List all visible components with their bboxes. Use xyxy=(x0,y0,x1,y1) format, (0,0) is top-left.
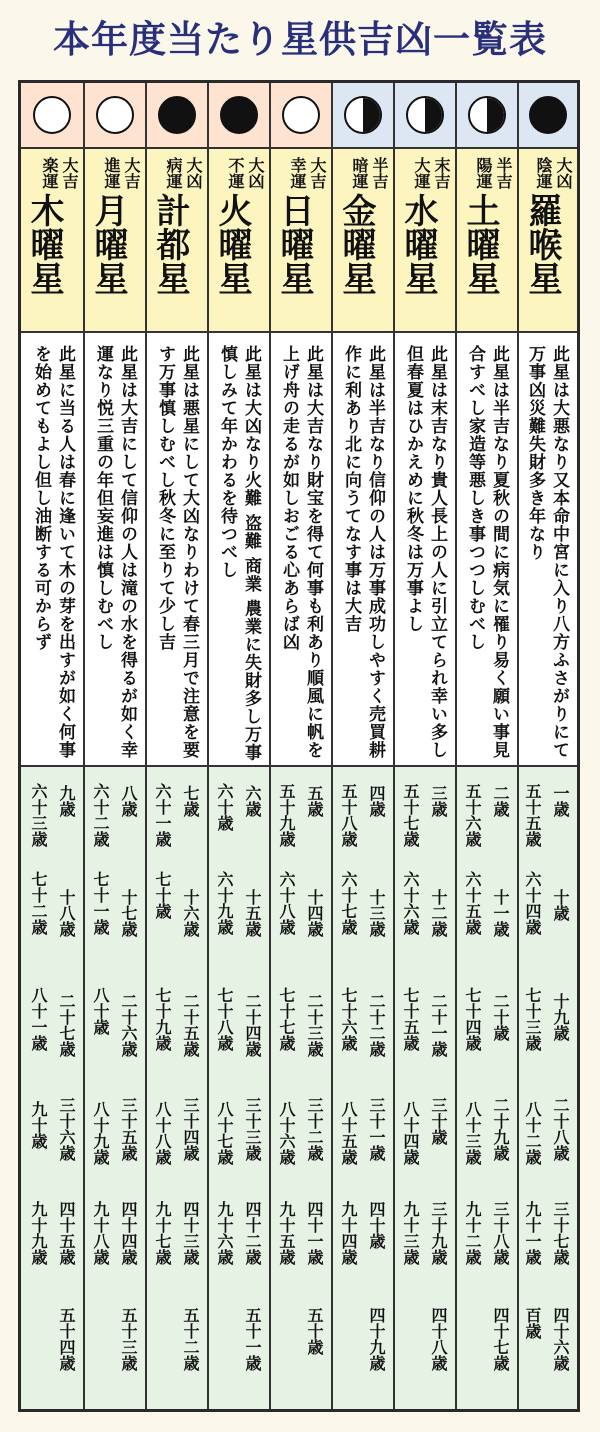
description-cell xyxy=(147,333,207,767)
age-label: 二十六歳 xyxy=(119,993,138,1057)
age-label: 九十二歳 xyxy=(463,1201,482,1265)
effect-label: 病運 xyxy=(164,157,183,189)
age-label: 三十八歳 xyxy=(491,1201,510,1265)
age-label: 十九歳 xyxy=(551,993,570,1041)
effect-label: 楽運 xyxy=(40,157,59,189)
age-label: 八歳 xyxy=(119,785,138,817)
age-label: 百歳 xyxy=(523,1307,542,1339)
age-label: 九十九歳 xyxy=(29,1201,48,1265)
star-column-doyo xyxy=(455,83,517,1409)
description-cell xyxy=(395,333,455,767)
moon-empty-icon xyxy=(33,96,71,134)
age-label: 八十八歳 xyxy=(153,1101,172,1165)
age-label: 三十二歳 xyxy=(305,1097,324,1161)
age-label: 三十五歳 xyxy=(119,1097,138,1161)
moon-cell xyxy=(209,83,269,149)
moon-full-icon xyxy=(529,96,567,134)
star-name-cell xyxy=(271,149,331,333)
age-label: 十歳 xyxy=(551,889,570,921)
star-column-suiyo xyxy=(393,83,455,1409)
star-description: 此星は末吉なり貴人長上の人に引立てられ幸い多し但春夏はひかえめに秋冬は万事よし xyxy=(403,345,447,759)
description-cell xyxy=(209,333,269,767)
fortune-label: 大凶 xyxy=(554,157,573,189)
age-label: 八十一歳 xyxy=(29,987,48,1051)
age-label: 六十四歳 xyxy=(523,871,542,935)
star-name-cell xyxy=(519,149,577,333)
star-name-cell xyxy=(85,149,145,333)
age-label: 七十歳 xyxy=(153,871,172,919)
ages-cell xyxy=(147,767,207,1409)
effect-label: 進運 xyxy=(102,157,121,189)
age-label: 三十三歳 xyxy=(243,1097,262,1161)
star-column-kayo xyxy=(207,83,269,1409)
age-label: 三歳 xyxy=(429,785,448,817)
age-label: 六十九歳 xyxy=(215,871,234,935)
effect-label: 幸運 xyxy=(288,157,307,189)
age-label: 八十二歳 xyxy=(523,1101,542,1165)
age-label: 四十七歳 xyxy=(491,1307,510,1371)
star-name: 木曜星 xyxy=(24,193,64,295)
star-name: 羅喉星 xyxy=(522,193,562,295)
age-label: 十八歳 xyxy=(57,889,76,937)
ages-cell xyxy=(457,767,517,1409)
age-label: 十四歳 xyxy=(305,889,324,937)
description-cell xyxy=(457,333,517,767)
star-name: 水曜星 xyxy=(398,193,438,295)
fortune-label: 末吉 xyxy=(432,157,451,189)
fortune-label: 大吉 xyxy=(60,157,79,189)
age-label: 四十三歳 xyxy=(181,1201,200,1265)
star-column-kinyo xyxy=(331,83,393,1409)
star-name-cell xyxy=(21,149,83,333)
effect-label: 陽運 xyxy=(474,157,493,189)
star-description: 此星は大吉なり財宝を得て何事も利あり順風に帆を上げ舟の走るが如しおごる心あらば凶 xyxy=(279,345,323,759)
age-label: 七十七歳 xyxy=(277,987,296,1051)
age-label: 六十五歳 xyxy=(463,871,482,935)
effect-label: 不運 xyxy=(226,157,245,189)
age-label: 六十一歳 xyxy=(153,783,172,847)
age-label: 五十二歳 xyxy=(181,1307,200,1371)
moon-cell xyxy=(147,83,207,149)
age-label: 五十六歳 xyxy=(463,783,482,847)
moon-cell xyxy=(457,83,517,149)
star-name-cell xyxy=(457,149,517,333)
age-label: 七十三歳 xyxy=(523,987,542,1051)
age-label: 九十歳 xyxy=(29,1101,48,1149)
star-description: 此星は大凶なり火難 盗難 商業 農業に失財多し万事慎しみて年かわるを待つべし xyxy=(217,345,261,762)
age-label: 四歳 xyxy=(367,785,386,817)
age-label: 八十五歳 xyxy=(339,1101,358,1165)
age-label: 九十五歳 xyxy=(277,1201,296,1265)
star-description: 此星は半吉なり夏秋の間に病気に罹り易く願い事見合すべし家造等悪しき事つつしむべし xyxy=(465,345,509,759)
description-cell xyxy=(85,333,145,767)
age-label: 七歳 xyxy=(181,785,200,817)
star-name-cell xyxy=(209,149,269,333)
age-label: 一歳 xyxy=(551,785,570,817)
age-label: 二十七歳 xyxy=(57,993,76,1057)
age-label: 七十九歳 xyxy=(153,987,172,1051)
moon-empty-icon xyxy=(96,96,134,134)
star-name-cell xyxy=(333,149,393,333)
description-cell xyxy=(271,333,331,767)
age-label: 十一歳 xyxy=(491,889,510,937)
age-label: 九歳 xyxy=(57,785,76,817)
ages-cell xyxy=(21,767,83,1409)
star-name: 火曜星 xyxy=(212,193,252,295)
star-column-getsuyo xyxy=(83,83,145,1409)
description-cell xyxy=(21,333,83,767)
effect-label: 陰運 xyxy=(534,157,553,189)
age-label: 八十七歳 xyxy=(215,1101,234,1165)
moon-empty-icon xyxy=(282,96,320,134)
page-title: 本年度当たり星供吉凶一覧表 xyxy=(53,17,547,61)
age-label: 二十三歳 xyxy=(305,993,324,1057)
age-label: 七十四歳 xyxy=(463,987,482,1051)
age-label: 二十二歳 xyxy=(367,993,386,1057)
age-label: 五歳 xyxy=(305,785,324,817)
age-label: 六十六歳 xyxy=(401,871,420,935)
age-label: 二十九歳 xyxy=(491,1097,510,1161)
star-name: 金曜星 xyxy=(336,193,376,295)
fortune-label: 大吉 xyxy=(122,157,141,189)
star-column-mokuyo xyxy=(21,83,83,1409)
fortune-label: 大凶 xyxy=(246,157,265,189)
star-name-cell xyxy=(147,149,207,333)
age-label: 二十五歳 xyxy=(181,993,200,1057)
age-label: 五十三歳 xyxy=(119,1307,138,1371)
age-label: 四十一歳 xyxy=(305,1201,324,1265)
age-label: 五十四歳 xyxy=(57,1307,76,1371)
star-description: 此星は悪星にして大凶なりわけて春三月で注意を要す万事慎しむべし秋冬に至りて少し吉 xyxy=(155,345,199,759)
age-label: 八十九歳 xyxy=(91,1101,110,1165)
star-description: 此星は大悪なり又本命中宮に入り八方ふさがりにて万事凶災難失財多き年なり xyxy=(525,345,569,759)
fortune-label: 半吉 xyxy=(494,157,513,189)
age-label: 八十六歳 xyxy=(277,1101,296,1165)
age-label: 十五歳 xyxy=(243,889,262,937)
moon-full-icon xyxy=(158,96,196,134)
age-label: 二十八歳 xyxy=(551,1097,570,1161)
moon-cell xyxy=(21,83,83,149)
age-label: 六十七歳 xyxy=(339,871,358,935)
age-label: 九十一歳 xyxy=(523,1201,542,1265)
age-label: 九十六歳 xyxy=(215,1201,234,1265)
moon-cell xyxy=(85,83,145,149)
age-label: 二十歳 xyxy=(491,993,510,1041)
age-label: 六十二歳 xyxy=(91,783,110,847)
age-label: 九十八歳 xyxy=(91,1201,110,1265)
ages-cell xyxy=(519,767,577,1409)
age-label: 八十歳 xyxy=(91,987,110,1035)
age-label: 五十五歳 xyxy=(523,783,542,847)
ages-cell xyxy=(209,767,269,1409)
ages-cell xyxy=(395,767,455,1409)
effect-label: 大運 xyxy=(412,157,431,189)
age-label: 七十二歳 xyxy=(29,871,48,935)
age-label: 三十四歳 xyxy=(181,1097,200,1161)
effect-label: 暗運 xyxy=(350,157,369,189)
age-label: 二十四歳 xyxy=(243,993,262,1057)
age-label: 五十歳 xyxy=(305,1307,324,1355)
star-column-keito xyxy=(145,83,207,1409)
moon-half-icon xyxy=(344,96,382,134)
moon-half-icon xyxy=(468,96,506,134)
moon-cell xyxy=(271,83,331,149)
age-label: 五十九歳 xyxy=(277,783,296,847)
age-label: 三十六歳 xyxy=(57,1097,76,1161)
age-label: 四十歳 xyxy=(367,1201,386,1249)
age-label: 八十四歳 xyxy=(401,1101,420,1165)
age-label: 六十三歳 xyxy=(29,783,48,847)
star-description: 此星に当る人は春に逢いて木の芽を出すが如く何事を始めてもよし但し油断する可からず xyxy=(31,345,75,759)
star-description: 此星は大吉にして信仰の人は滝の水を得るが如く幸運なり悦三重の年但妄進は慎しむべし xyxy=(93,345,137,759)
star-name-cell xyxy=(395,149,455,333)
age-label: 五十七歳 xyxy=(401,783,420,847)
age-label: 五十八歳 xyxy=(339,783,358,847)
age-label: 九十四歳 xyxy=(339,1201,358,1265)
star-column-nichiyo xyxy=(269,83,331,1409)
description-cell xyxy=(519,333,577,767)
ages-cell xyxy=(333,767,393,1409)
moon-cell xyxy=(519,83,577,149)
moon-full-icon xyxy=(220,96,258,134)
star-name: 計都星 xyxy=(150,193,190,295)
age-label: 二十一歳 xyxy=(429,993,448,1057)
age-label: 九十七歳 xyxy=(153,1201,172,1265)
age-label: 四十八歳 xyxy=(429,1307,448,1371)
age-label: 五十一歳 xyxy=(243,1307,262,1371)
moon-cell xyxy=(333,83,393,149)
age-label: 十六歳 xyxy=(181,889,200,937)
age-label: 三十九歳 xyxy=(429,1201,448,1265)
fortune-label: 半吉 xyxy=(370,157,389,189)
age-label: 七十五歳 xyxy=(401,987,420,1051)
age-label: 四十六歳 xyxy=(551,1307,570,1371)
moon-cell xyxy=(395,83,455,149)
fortune-table xyxy=(18,80,580,1412)
age-label: 七十一歳 xyxy=(91,871,110,935)
moon-half-icon xyxy=(406,96,444,134)
age-label: 十二歳 xyxy=(429,889,448,937)
age-label: 七十八歳 xyxy=(215,987,234,1051)
age-label: 六十歳 xyxy=(215,783,234,831)
ages-cell xyxy=(85,767,145,1409)
fortune-label: 大凶 xyxy=(184,157,203,189)
star-name: 土曜星 xyxy=(460,193,500,295)
star-column-ragou xyxy=(517,83,577,1409)
star-name: 日曜星 xyxy=(274,193,314,295)
star-name: 月曜星 xyxy=(88,193,128,295)
age-label: 八十三歳 xyxy=(463,1101,482,1165)
age-label: 四十九歳 xyxy=(367,1307,386,1371)
age-label: 三十七歳 xyxy=(551,1201,570,1265)
age-label: 七十六歳 xyxy=(339,987,358,1051)
ages-cell xyxy=(271,767,331,1409)
age-label: 二歳 xyxy=(491,785,510,817)
age-label: 六歳 xyxy=(243,785,262,817)
age-label: 六十八歳 xyxy=(277,871,296,935)
age-label: 四十二歳 xyxy=(243,1201,262,1265)
age-label: 四十四歳 xyxy=(119,1201,138,1265)
fortune-label: 大吉 xyxy=(308,157,327,189)
age-label: 十七歳 xyxy=(119,889,138,937)
age-label: 十三歳 xyxy=(367,889,386,937)
age-label: 九十三歳 xyxy=(401,1201,420,1265)
age-label: 四十五歳 xyxy=(57,1201,76,1265)
age-label: 三十一歳 xyxy=(367,1097,386,1161)
star-description: 此星は半吉なり信仰の人は万事成功しやすく売買耕作に利あり北に向うてなす事は大吉 xyxy=(341,345,385,759)
age-label: 三十歳 xyxy=(429,1097,448,1145)
description-cell xyxy=(333,333,393,767)
